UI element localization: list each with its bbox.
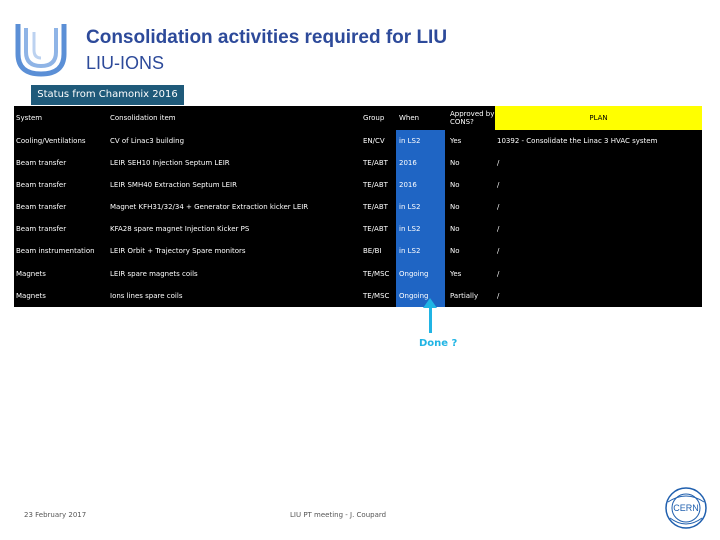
cell-group: TE/MSC: [363, 269, 390, 278]
table-row: [14, 262, 702, 285]
cell-approved: No: [450, 225, 460, 233]
cell-item: Magnet KFH31/32/34 + Generator Extraction kicker LEIR: [110, 203, 309, 211]
cell-system: Magnets: [16, 269, 46, 278]
cell-when: in LS2: [399, 203, 421, 211]
cell-group: TE/ABT: [363, 159, 388, 167]
cell-approved: No: [450, 181, 460, 189]
cell-plan: /: [497, 181, 500, 189]
cell-when: in LS2: [399, 225, 421, 233]
cell-plan: 10392 - Consolidate the Linac 3 HVAC system: [497, 137, 658, 145]
arrow-shaft: [429, 306, 432, 333]
footer-meeting: LIU PT meeting - J. Coupard: [290, 511, 387, 519]
liu-logo: [14, 20, 68, 80]
cell-approved: No: [450, 203, 460, 211]
cell-item: Ions lines spare coils: [110, 292, 183, 300]
footer-date: 23 February 2017: [24, 511, 87, 519]
header-plan: PLAN: [495, 106, 702, 130]
cell-system: Beam transfer: [16, 181, 67, 189]
page-title: Consolidation activities required for LIU: [86, 27, 448, 48]
cell-approved: No: [450, 247, 460, 255]
table-row: [14, 196, 702, 218]
cell-group: EN/CV: [363, 137, 385, 145]
cell-when: in LS2: [399, 247, 421, 255]
cell-when: Ongoing: [399, 269, 429, 278]
cern-logo-text: CERN: [673, 503, 699, 513]
cell-approved: Partially: [450, 292, 479, 300]
cell-item: KFA28 spare magnet Injection Kicker PS: [110, 225, 250, 233]
cell-item: LEIR SMH40 Extraction Septum LEIR: [110, 181, 237, 189]
cell-when: in LS2: [399, 137, 421, 145]
cell-plan: /: [497, 269, 500, 278]
consolidation-table: [14, 106, 702, 307]
table-row: [14, 240, 702, 262]
cell-system: Cooling/Ventilations: [16, 137, 86, 145]
cell-plan: /: [497, 247, 500, 255]
page-subtitle: LIU-IONS: [86, 53, 165, 73]
table-row: [14, 285, 702, 307]
table-header-row: [14, 106, 702, 130]
cell-item: LEIR SEH10 Injection Septum LEIR: [110, 159, 230, 167]
cell-approved: No: [450, 159, 460, 167]
cell-group: TE/ABT: [363, 225, 388, 233]
cell-when: 2016: [399, 159, 417, 167]
done-annotation: Done ?: [419, 338, 458, 349]
cell-plan: /: [497, 159, 500, 167]
table-row: [14, 152, 702, 174]
cell-group: TE/ABT: [363, 181, 388, 189]
cern-logo: [662, 484, 710, 532]
cell-system: Magnets: [16, 292, 46, 300]
cell-system: Beam instrumentation: [16, 247, 95, 255]
cell-approved: Yes: [450, 137, 462, 145]
table-row: [14, 130, 702, 152]
cell-system: Beam transfer: [16, 225, 67, 233]
cell-approved: Yes: [450, 269, 462, 278]
header-approved: Approved by CONS?: [450, 110, 495, 126]
table-row: [14, 174, 702, 196]
cell-group: BE/BI: [363, 247, 382, 255]
header-when: When: [399, 114, 420, 122]
header-system: System: [16, 114, 43, 122]
cell-group: TE/ABT: [363, 203, 388, 211]
cell-plan: /: [497, 292, 500, 300]
cell-plan: /: [497, 225, 500, 233]
cell-plan: /: [497, 203, 500, 211]
cell-item: LEIR Orbit + Trajectory Spare monitors: [110, 247, 246, 255]
cell-item: LEIR spare magnets coils: [110, 269, 198, 278]
cell-group: TE/MSC: [363, 292, 390, 300]
cell-when: Ongoing: [399, 292, 429, 300]
table-row: [14, 218, 702, 240]
cell-item: CV of Linac3 building: [110, 137, 185, 145]
header-group: Group: [363, 114, 385, 122]
header-consolidation-item: Consolidation item: [110, 114, 176, 122]
cell-when: 2016: [399, 181, 417, 189]
cell-system: Beam transfer: [16, 203, 67, 211]
cell-system: Beam transfer: [16, 159, 67, 167]
status-tag: Status from Chamonix 2016: [31, 85, 184, 105]
